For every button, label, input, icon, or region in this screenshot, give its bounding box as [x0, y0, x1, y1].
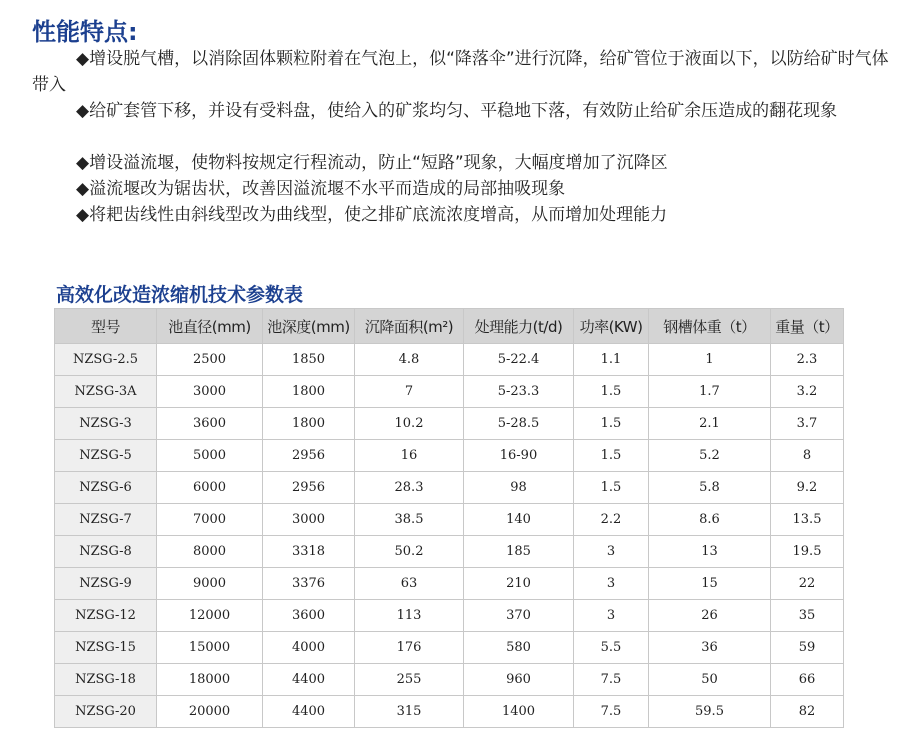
feature-item	[32, 98, 892, 124]
table-row	[55, 408, 844, 440]
table-row	[55, 504, 844, 536]
table-cell: 15000	[157, 632, 263, 664]
feature-item	[32, 202, 892, 228]
feature-text: ◆增设溢流堰，使物料按规定行程流动，防止“短路”现象，大幅度增加了沉降区	[76, 153, 668, 173]
feature-item	[32, 46, 892, 98]
table-cell: 3.2	[771, 376, 844, 408]
table-cell: NZSG-3A	[55, 376, 157, 408]
table-cell: 1.5	[574, 472, 649, 504]
table-cell: 255	[355, 664, 464, 696]
table-cell: 960	[464, 664, 574, 696]
column-header: 型号	[55, 309, 157, 344]
table-cell: 98	[464, 472, 574, 504]
table-cell: NZSG-5	[55, 440, 157, 472]
table-row	[55, 536, 844, 568]
table-cell: 7.5	[574, 696, 649, 728]
table-cell: 8.6	[649, 504, 771, 536]
column-header: 池直径(mm)	[157, 309, 263, 344]
table-cell: 82	[771, 696, 844, 728]
section-heading: 性能特点:	[32, 18, 138, 46]
table-cell: 66	[771, 664, 844, 696]
table-row	[55, 376, 844, 408]
table-cell: 3376	[263, 568, 355, 600]
table-cell: 36	[649, 632, 771, 664]
table-cell: 13.5	[771, 504, 844, 536]
table-cell: 3	[574, 600, 649, 632]
table-cell: NZSG-9	[55, 568, 157, 600]
table-cell: 185	[464, 536, 574, 568]
table-cell: NZSG-3	[55, 408, 157, 440]
table-cell: 26	[649, 600, 771, 632]
table-cell: NZSG-12	[55, 600, 157, 632]
table-cell: 19.5	[771, 536, 844, 568]
table-cell: 3318	[263, 536, 355, 568]
table-cell: 210	[464, 568, 574, 600]
spec-table	[54, 308, 844, 728]
table-cell: 28.3	[355, 472, 464, 504]
table-cell: 3600	[157, 408, 263, 440]
table-cell: NZSG-8	[55, 536, 157, 568]
table-cell: 7.5	[574, 664, 649, 696]
table-cell: 15	[649, 568, 771, 600]
table-cell: 2.1	[649, 408, 771, 440]
table-cell: 5-23.3	[464, 376, 574, 408]
table-cell: NZSG-7	[55, 504, 157, 536]
table-cell: 3000	[157, 376, 263, 408]
table-cell: 63	[355, 568, 464, 600]
feature-text: ◆溢流堰改为锯齿状，改善因溢流堰不水平而造成的局部抽吸现象	[76, 179, 566, 199]
table-cell: 1850	[263, 344, 355, 376]
column-header: 沉降面积(m²)	[355, 309, 464, 344]
table-cell: 5.2	[649, 440, 771, 472]
table-cell: 370	[464, 600, 574, 632]
column-header: 钢槽体重（t）	[649, 309, 771, 344]
table-cell: 7000	[157, 504, 263, 536]
table-cell: 50	[649, 664, 771, 696]
table-cell: 5000	[157, 440, 263, 472]
table-cell: 113	[355, 600, 464, 632]
table-cell: 4.8	[355, 344, 464, 376]
table-cell: 4400	[263, 664, 355, 696]
table-cell: 1400	[464, 696, 574, 728]
column-header: 处理能力(t/d)	[464, 309, 574, 344]
table-cell: 5.5	[574, 632, 649, 664]
table-row	[55, 696, 844, 728]
table-cell: 20000	[157, 696, 263, 728]
table-cell: 18000	[157, 664, 263, 696]
table-cell: 315	[355, 696, 464, 728]
column-header: 重量（t）	[771, 309, 844, 344]
feature-item	[32, 176, 892, 202]
table-cell: 3000	[263, 504, 355, 536]
feature-text: ◆给矿套管下移，并设有受料盘，使给入的矿浆均匀、平稳地下落，有效防止给矿余压造成的翻花现象	[76, 101, 838, 121]
table-cell: 1800	[263, 376, 355, 408]
table-cell: 140	[464, 504, 574, 536]
table-cell: 2956	[263, 472, 355, 504]
feature-text: ◆将耙齿线性由斜线型改为曲线型，使之排矿底流浓度增高，从而增加处理能力	[76, 205, 668, 225]
table-cell: NZSG-2.5	[55, 344, 157, 376]
table-cell: 3	[574, 536, 649, 568]
table-row	[55, 568, 844, 600]
table-cell: 2500	[157, 344, 263, 376]
table-cell: 1.5	[574, 376, 649, 408]
table-row	[55, 632, 844, 664]
table-cell: 8	[771, 440, 844, 472]
table-row	[55, 344, 844, 376]
table-cell: NZSG-18	[55, 664, 157, 696]
table-cell: 2.2	[574, 504, 649, 536]
feature-text: ◆增设脱气槽，以消除固体颗粒附着在气泡上，似“降落伞”进行沉降，给矿管位于液面以下，以防给矿时气体带入	[32, 49, 889, 95]
table-cell: 13	[649, 536, 771, 568]
table-cell: 12000	[157, 600, 263, 632]
table-cell: 2956	[263, 440, 355, 472]
table-cell: 580	[464, 632, 574, 664]
table-cell: 176	[355, 632, 464, 664]
table-cell: 5-22.4	[464, 344, 574, 376]
column-header: 池深度(mm)	[263, 309, 355, 344]
table-cell: 1.5	[574, 440, 649, 472]
table-cell: 2.3	[771, 344, 844, 376]
table-cell: 9000	[157, 568, 263, 600]
table-cell: 50.2	[355, 536, 464, 568]
table-cell: 1.7	[649, 376, 771, 408]
table-cell: 16	[355, 440, 464, 472]
table-cell: 6000	[157, 472, 263, 504]
table-cell: 5.8	[649, 472, 771, 504]
table-cell: NZSG-6	[55, 472, 157, 504]
table-title: 高效化改造浓缩机技术参数表	[56, 284, 304, 306]
table-cell: 38.5	[355, 504, 464, 536]
table-cell: 16-90	[464, 440, 574, 472]
table-cell: 5-28.5	[464, 408, 574, 440]
table-cell: NZSG-15	[55, 632, 157, 664]
table-cell: NZSG-20	[55, 696, 157, 728]
table-cell: 4400	[263, 696, 355, 728]
table-cell: 3600	[263, 600, 355, 632]
table-cell: 1800	[263, 408, 355, 440]
table-cell: 35	[771, 600, 844, 632]
table-cell: 9.2	[771, 472, 844, 504]
table-row	[55, 664, 844, 696]
table-cell: 7	[355, 376, 464, 408]
table-cell: 1.5	[574, 408, 649, 440]
table-cell: 3	[574, 568, 649, 600]
table-row	[55, 472, 844, 504]
table-cell: 4000	[263, 632, 355, 664]
feature-item	[32, 150, 892, 176]
table-row	[55, 600, 844, 632]
table-cell: 59	[771, 632, 844, 664]
table-cell: 1	[649, 344, 771, 376]
table-cell: 10.2	[355, 408, 464, 440]
table-row	[55, 440, 844, 472]
table-cell: 3.7	[771, 408, 844, 440]
table-cell: 8000	[157, 536, 263, 568]
table-cell: 1.1	[574, 344, 649, 376]
table-cell: 22	[771, 568, 844, 600]
table-cell: 59.5	[649, 696, 771, 728]
column-header: 功率(KW)	[574, 309, 649, 344]
